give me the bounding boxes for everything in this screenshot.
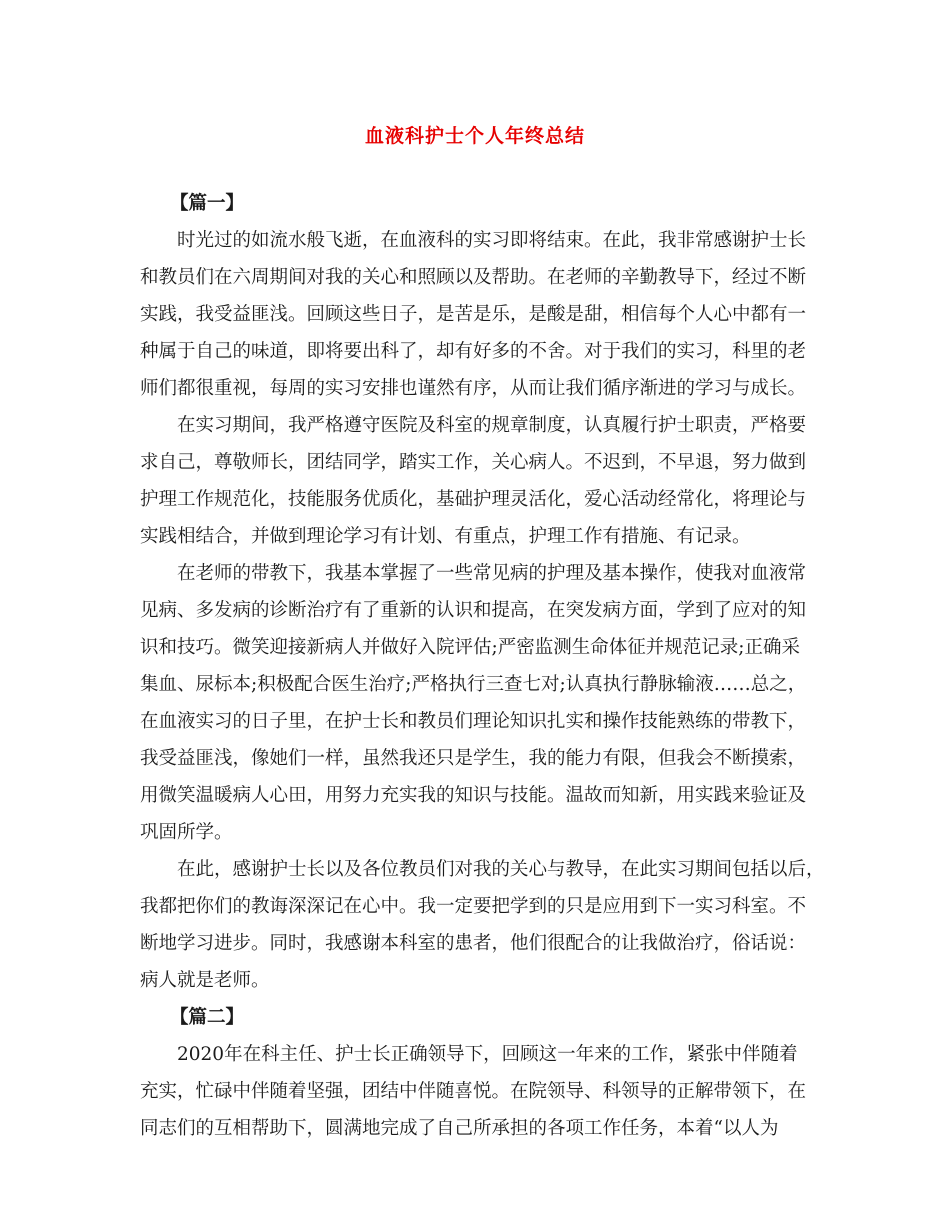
text-line: 识和技巧。微笑迎接新病人并做好入院评估;严密监测生命体征并规范记录;正确采 <box>140 637 800 658</box>
text-line: 见病、多发病的诊断治疗有了重新的认识和提高，在突发病方面，学到了应对的知 <box>140 600 807 621</box>
text-line: 集血、尿标本;积极配合医生治疗;严格执行三查七对;认真执行静脉输液……总之， <box>140 674 807 695</box>
text-line: 在此，感谢护士长以及各位教员们对我的关心与教导，在此实习期间包括以后， <box>177 859 825 880</box>
text-line: 和教员们在六周期间对我的关心和照顾以及帮助。在老师的辛勤教导下，经过不断 <box>140 267 807 288</box>
text-line: 实践，我受益匪浅。回顾这些日子，是苦是乐，是酸是甜，相信每个人心中都有一 <box>140 304 807 325</box>
section-heading: 【篇一】 <box>170 193 245 214</box>
text-line: 在血液实习的日子里，在护士长和教员们理论知识扎实和操作技能熟练的带教下， <box>140 711 807 732</box>
text-line: 种属于自己的味道，即将要出科了，却有好多的不舍。对于我们的实习，科里的老 <box>140 341 807 362</box>
text-line: 同志们的互相帮助下，圆满地完成了自己所承担的各项工作任务，本着“以人为 <box>140 1118 779 1139</box>
text-line: 时光过的如流水般飞逝，在血液科的实习即将结束。在此，我非常感谢护士长 <box>177 230 807 251</box>
text-line: 病人就是老师。 <box>140 970 270 991</box>
text-line: 巩固所学。 <box>140 822 233 843</box>
page-title: 血液科护士个人年终总结 <box>364 125 585 147</box>
text-line: 我都把你们的教诲深深记在心中。我一定要把学到的只是应用到下一实习科室。不 <box>140 896 807 917</box>
section-heading: 【篇二】 <box>170 1007 245 1028</box>
text-line: 断地学习进步。同时，我感谢本科室的患者，他们很配合的让我做治疗，俗话说： <box>140 933 807 954</box>
text-line: 充实，忙碌中伴随着坚强，团结中伴随喜悦。在院领导、科领导的正解带领下，在 <box>140 1081 807 1102</box>
text-line: 实践相结合，并做到理论学习有计划、有重点，护理工作有措施、有记录。 <box>140 526 751 547</box>
text-line: 用微笑温暖病人心田，用努力充实我的知识与技能。温故而知新，用实践来验证及 <box>140 785 807 806</box>
text-line: 我受益匪浅，像她们一样，虽然我还只是学生，我的能力有限，但我会不断摸索， <box>140 748 807 769</box>
text-line: 2020年在科主任、护士长正确领导下，回顾这一年来的工作，紧张中伴随着 <box>177 1044 798 1065</box>
text-line: 护理工作规范化，技能服务优质化，基础护理灵活化，爱心活动经常化，将理论与 <box>140 489 807 510</box>
text-line: 在老师的带教下，我基本掌握了一些常见病的护理及基本操作，使我对血液常 <box>177 563 807 584</box>
text-line: 在实习期间，我严格遵守医院及科室的规章制度，认真履行护士职责，严格要 <box>177 415 807 436</box>
text-line: 求自己，尊敬师长，团结同学，踏实工作，关心病人。不迟到，不早退，努力做到 <box>140 452 807 473</box>
text-line: 师们都很重视，每周的实习安排也谨然有序，从而让我们循序渐进的学习与成长。 <box>140 378 807 399</box>
